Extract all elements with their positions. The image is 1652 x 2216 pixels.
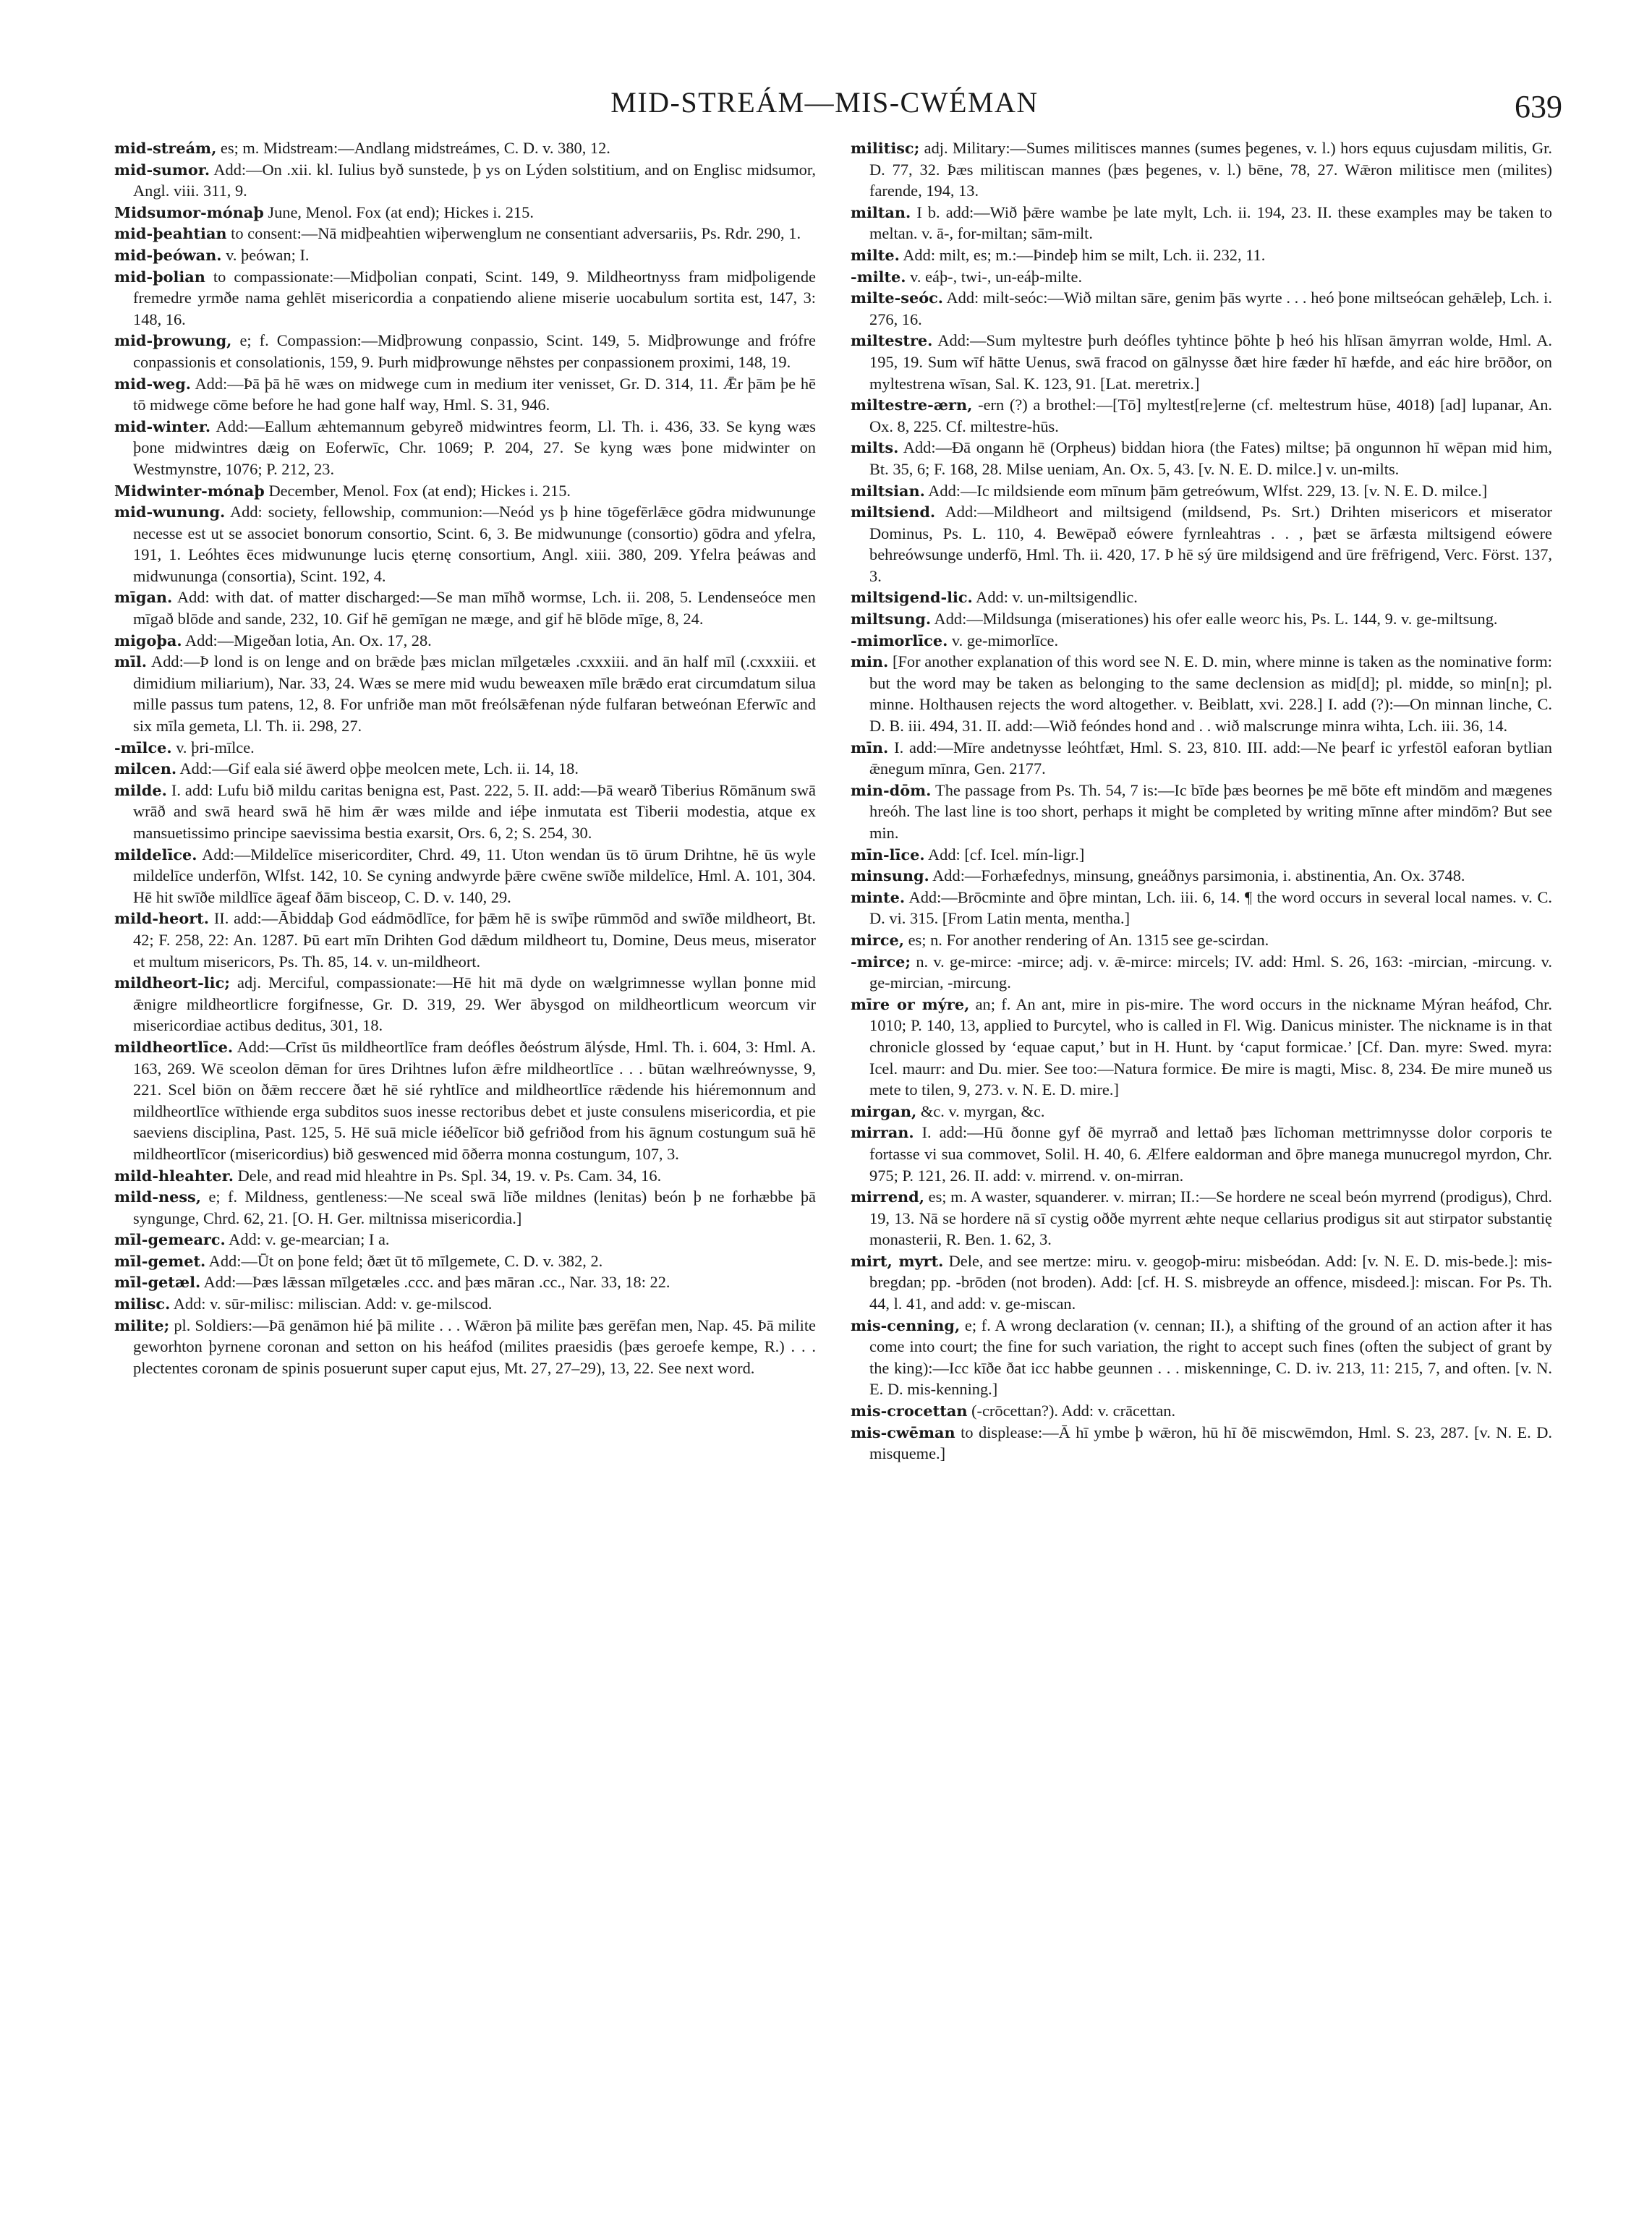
entry-headword: mid-winter. (114, 417, 211, 435)
entry-text: I. add:—Mīre andetnysse leóhtfæt, Hml. S. 23, 810. III. add:—Ne þearf ic yrfestōl eaforan bytlian ǣnegum mīnra, Gen. 2177. (869, 738, 1552, 778)
entry-text: Add: v. sūr-milisc: miliscian. Add: v. ge-milscod. (173, 1295, 493, 1313)
dictionary-entry (851, 865, 1552, 887)
dictionary-entry (851, 929, 1552, 951)
entry-headword: mirrend, (851, 1188, 924, 1206)
entry-text: June, Menol. Fox (at end); Hickes i. 215. (268, 203, 534, 221)
entry-headword: Midwinter-mónaþ (114, 481, 265, 500)
dictionary-entry (114, 972, 816, 1036)
entry-headword: mid-weg. (114, 374, 191, 393)
dictionary-entry (851, 1400, 1552, 1422)
entry-headword: mīre or mýre, (851, 994, 970, 1013)
entry-text: Add:—Sum myltestre þurh deófles tyhtince þōhte þ heó his hlīsan āmyrran wolde, Hml. A. 195, 19. Sum wīf hātte Uenus, swā fracod on gālnysse ðæt hire fæder hī hæfde, and eác hire brōðor, on myltestrena wīsan, Sal. K. 123, 91. [Lat. meretrix.] (869, 331, 1552, 393)
entry-headword: milts. (851, 438, 899, 457)
entry-headword: mid-þeówan. (114, 245, 222, 264)
dictionary-entry (851, 1315, 1552, 1400)
entry-headword: -milte. (851, 267, 906, 286)
entry-headword: miltsiend. (851, 503, 936, 521)
entry-headword: minte. (851, 887, 906, 906)
entry-headword: -mirce; (851, 952, 911, 971)
entry-text: v. þeówan; I. (226, 245, 310, 264)
entry-headword: mīl-gemearc. (114, 1230, 226, 1249)
entry-text: Add: v. un-miltsigendlic. (976, 588, 1138, 607)
dictionary-entry (114, 908, 816, 972)
entry-text: Add:—Forhæfednys, minsung, gneáðnys parsimonia, i. abstinentia, An. Ox. 3748. (932, 866, 1465, 885)
entry-headword: mīn-līce. (851, 845, 925, 864)
dictionary-entry (114, 1165, 816, 1187)
entry-headword: milde. (114, 780, 167, 799)
entry-headword: mīgan. (114, 588, 173, 607)
entry-text: Add:—Brōcminte and ōþre mintan, Lch. iii. 6, 14. ¶ the word occurs in several local names. v. C. D. vi. 315. [From Latin menta, mentha.] (869, 887, 1552, 928)
left-column (114, 137, 816, 1378)
dictionary-entry (851, 994, 1552, 1101)
entry-headword: milcen. (114, 759, 177, 778)
entry-text: an; f. An ant, mire in pis-mire. The word occurs in the nickname Mýran heáfod, Chr. 1010; P. 140, 13, applied to Þurcytel, who is called in Fl. Wig. Danicus minister. The nickname is in that chronicle glossed by ‘equae caput,’ but in H. Hunt. by ‘caput formicae.’ [Cf. Dan. myre: Swed. myra: Icel. maurr: and Du. mier. See too:—Natura formice. Ðe mire is magti, Misc. 8, 234. Ðe mire muneð us mete to tilen, 9, 273. v. N. E. D. mire.] (869, 994, 1552, 1099)
entry-text: e; f. Compassion:—Midþrowung conpassio, Scint. 149, 5. Midþrowunge and frófre conpassionis et consolationis, 159, 9. Þurh midþrowunge nēhstes per conpassionem proximi, 148, 19. (133, 331, 816, 371)
entry-headword: -mimorlīce. (851, 631, 948, 649)
entry-text: Add:—Gif eala sié āwerd oþþe meolcen mete, Lch. ii. 14, 18. (179, 759, 579, 778)
entry-headword: miltsian. (851, 481, 925, 500)
entry-headword: miltsigend-lic. (851, 588, 973, 607)
entry-headword: miltan. (851, 203, 911, 221)
dictionary-entry (851, 780, 1552, 844)
entry-headword: miltestre-ærn, (851, 396, 973, 414)
entry-headword: mis-cwēman (851, 1423, 955, 1441)
entry-headword: minsung. (851, 866, 929, 885)
entry-text: Add: v. ge-mearcian; I a. (229, 1230, 390, 1249)
entry-headword: milisc. (114, 1295, 171, 1313)
dictionary-entry (114, 137, 816, 159)
entry-headword: mirt, myrt. (851, 1251, 944, 1270)
entry-text: -ern (?) a brothel:—[Tō] myltest[re]erne (cf. meltestrum hūse, 4018) [ad] lupanar, An. Ox. 8, 225. Cf. miltestre-hūs. (869, 396, 1552, 435)
entry-headword: -mīlce. (114, 738, 172, 757)
entry-text: (-crōcettan?). Add: v. crācettan. (971, 1402, 1176, 1420)
entry-text: Add: society, fellowship, communion:—Neód ys þ hine tōgefērlǣce gōdra midwununge necesse est ut se associet bonorum consortio, Scint. 6, 3. Be midwununge (consortio) gōdra and yfelra, 191, 1. Leóhtes ēces midwununge lucis ęternę consortium, Angl. xiii. 380, 209. Yfelra þeáwas and midwununga (consortia), Scint. 192, 4. (133, 503, 816, 585)
dictionary-entry (114, 651, 816, 736)
right-column (851, 137, 1552, 1465)
entry-text: Add:—Migeðan lotia, An. Ox. 17, 28. (184, 631, 432, 649)
entry-text: to consent:—Nā midþeahtien wiþerwenglum ne consentiant adversariis, Ps. Rdr. 290, 1. (231, 224, 801, 243)
dictionary-entry (114, 758, 816, 780)
dictionary-entry (114, 1271, 816, 1293)
entry-text: v. eáþ-, twi-, un-eáþ-milte. (910, 267, 1083, 286)
entry-headword: min. (851, 652, 889, 671)
entry-headword: mirgan, (851, 1101, 917, 1120)
entry-headword: mildheortlīce. (114, 1037, 234, 1056)
entry-text: Add:—Mildheort and miltsigend (mildsend, Ps. Srt.) Drihten misericors et miserator Dominus, Ps. L. 110, 4. Bewēpað eówere fyrnleahtras . . , þæt se ārfæsta miltsigend eówere behreówsunge underfō, Hml. Th. ii. 420, 17. Þ hē sý ūre mildsigend and ūre frēfrigend, Verc. Först. 137, 3. (869, 503, 1552, 585)
dictionary-entry (114, 1293, 816, 1315)
dictionary-entry (114, 1250, 816, 1272)
entry-headword: mid-þeahtian (114, 224, 227, 243)
entry-headword: mid-þrowung, (114, 331, 232, 350)
dictionary-entry (114, 1186, 816, 1229)
entry-text: es; m. Midstream:—Andlang midstreámes, C. D. v. 380, 12. (220, 139, 610, 157)
entry-text: Add: with dat. of matter discharged:—Se man mīhð wormse, Lch. ii. 208, 5. Lendenseóce men mīgað blōde and sande, 232, 10. Gif hē gemīgan ne mæge, and gif hē blōde mīge, 8, 24. (133, 588, 816, 628)
dictionary-entry (114, 501, 816, 587)
entry-text: [For another explanation of this word see N. E. D. min, where minne is taken as the nominative form: but the word may be taken as belonging to the same declension as mid[d]; pl. midde, so min[n]; pl. minne. Holthausen rejects the word altogether. v. Beiblatt, xvi. 228.] I. add (?):—On minnan linche, C. D. B. iii. 494, 31. II. add:—Wið feóndes hond and . . wið malscrunge minra wihta, Lch. iii. 36, 14. (869, 652, 1552, 736)
entry-text: Add:—Þā þā hē wæs on midwege cum in medium iter venisset, Gr. D. 314, 11. Ǣr þām þe hē tō midwege cōme before he had gone half way, Hml. S. 31, 946. (133, 374, 816, 414)
entry-headword: militisc; (851, 139, 920, 157)
dictionary-entry (851, 244, 1552, 266)
dictionary-entry (114, 244, 816, 266)
dictionary-entry (851, 1122, 1552, 1186)
dictionary-entry (851, 202, 1552, 244)
entry-headword: mildelīce. (114, 845, 197, 864)
dictionary-entry (851, 887, 1552, 929)
entry-headword: migoþa. (114, 631, 182, 649)
entry-headword: milte. (851, 245, 900, 264)
entry-headword: mīl. (114, 652, 148, 671)
entry-headword: mid-sumor. (114, 160, 210, 179)
dictionary-entry (851, 608, 1552, 630)
entry-headword: mild-hleahter. (114, 1166, 234, 1185)
entry-headword: mīl-gemet. (114, 1251, 206, 1270)
dictionary-entry (851, 651, 1552, 736)
entry-headword: mid-þolian (114, 267, 205, 286)
entry-text: Add:—Ic mildsiende eom mīnum þām getreówum, Wlfst. 229, 13. [v. N. E. D. milce.] (928, 481, 1488, 500)
dictionary-entry (114, 159, 816, 202)
entry-headword: mis-crocettan (851, 1402, 968, 1420)
entry-headword: miltestre. (851, 331, 933, 350)
dictionary-entry (851, 1186, 1552, 1250)
dictionary-entry (851, 137, 1552, 202)
dictionary-entry (851, 737, 1552, 780)
entry-headword: mild-heort. (114, 909, 210, 928)
dictionary-entry (851, 844, 1552, 866)
dictionary-entry (851, 330, 1552, 394)
dictionary-entry (114, 630, 816, 652)
entry-headword: Midsumor-mónaþ (114, 203, 264, 221)
entry-text: Add: [cf. Icel. mín-ligr.] (927, 845, 1085, 864)
dictionary-entry (114, 587, 816, 629)
entry-text: Dele, and read mid hleahtre in Ps. Spl. 34, 19. v. Ps. Cam. 34, 16. (237, 1166, 662, 1185)
dictionary-entry (851, 1422, 1552, 1465)
dictionary-entry (114, 223, 816, 244)
entry-text: Add:—Þæs lǣssan mīlgetæles .ccc. and þæs māran .cc., Nar. 33, 18: 22. (203, 1273, 670, 1292)
dictionary-entry (851, 437, 1552, 480)
dictionary-entry (851, 587, 1552, 608)
entry-headword: miltsung. (851, 610, 932, 628)
entry-headword: mildheort-lic; (114, 973, 230, 992)
entry-text: Add:—Mildelīce misericorditer, Chrd. 49, 11. Uton wendan ūs tō ūrum Drihtne, hē ūs wyle mildelīce underfōn, Wlfst. 142, 10. Se cyning andwyrde þǣre cwēne swīðe mildelīce, Hml. A. 101, 304. Hē hit swīðe mildlīce āgeaf ðām bisceop, C. D. v. 140, 29. (133, 845, 816, 906)
entry-headword: mīn. (851, 738, 889, 757)
entry-headword: min-dōm. (851, 780, 932, 799)
dictionary-entry (114, 844, 816, 908)
entry-text: Add:—Eallum æhtemannum gebyreð midwintres feorm, Ll. Th. i. 436, 33. Se kyng wæs þone midwintres dæig on Eoferwīc, Chr. 1069; P. 204, 27. Se kyng wæs þone midwinter on Westmynstre, 1076; P. 212, 23. (133, 417, 816, 478)
entry-text: The passage from Ps. Th. 54, 7 is:—Ic bīde þæs beornes þe mē bōte eft mindōm and mægenes hreóh. The last line is too short, perhaps it might be completed by writing mīnne after mindōm? But see min. (869, 780, 1552, 842)
dictionary-entry (851, 287, 1552, 330)
entry-text: Add:—Crīst ūs mildheortlīce fram deófles ðeóstrum ālýsde, Hml. Th. i. 604, 3: Hml. A. 163, 269. Wē sceolon dēman for ūres Drihtnes lufon ǣfre mildheortlīce . . . būtan wælhreównysse, 9, 221. Scel biōn on ðǣm reccere ðæt hē sié ryhtlīce and mildheortlīce rǣdende his hiéremonnum and mildheortlīce wīthiende erga subditos suos inesse rectoribus debet et juste consulens misericordia, et pie saeviens disciplina, Past. 125, 5. Hē suā micle iéðelīcor bið gefriðod from his āgnum costungum suā hē mildheortlīcor (misericordius) bið geswenced mid ōðerra monna costungum, 107, 3. (133, 1037, 816, 1163)
entry-headword: mis-cenning, (851, 1316, 961, 1334)
dictionary-entry (114, 780, 816, 844)
dictionary-entry (114, 737, 816, 759)
entry-text: II. add:—Ābiddaþ God eádmōdlīce, for þǣm hē is swīþe rūmmōd and swīðe mildheort, Bt. 42; F. 258, 22: An. 1287. Þū eart mīn Drihten God dǣdum mildheort tu, Domine, Deus meus, miserator et multum misericors, Ps. Th. 85, 14. v. un-mildheort. (133, 909, 816, 971)
entry-text: v. þri-mīlce. (176, 738, 255, 757)
dictionary-entry (114, 416, 816, 480)
entry-headword: mid-streám, (114, 139, 217, 157)
dictionary-entry (114, 266, 816, 331)
entry-text: Add:—On .xii. kl. Iulius byð sunstede, þ ys on Lýden solstitium, and on Englisc midsumor, Angl. viii. 311, 9. (133, 160, 816, 200)
entry-text: adj. Military:—Sumes militisces mannes (sumes þegenes, v. l.) hors equus cujusdam militis, Gr. D. 77, 32. Þæs militiscan mannes (þæs þegenes, v. l.) bēne, 78, 27. Wǣron militisce men (milites) farende, 194, 13. (869, 139, 1552, 200)
entry-headword: mīl-getæl. (114, 1273, 201, 1292)
entry-headword: mirran. (851, 1123, 914, 1142)
dictionary-entry (114, 1229, 816, 1250)
entry-headword: milte-seóc. (851, 289, 943, 307)
dictionary-entry (851, 501, 1552, 587)
entry-text: Add: milt-seóc:—Wið miltan sāre, genim þās wyrte . . . heó þone miltseócan gehǣleþ, Lch. i. 276, 16. (869, 289, 1552, 328)
entry-text: Add: milt, es; m.:—Þindeþ him se milt, Lch. ii. 232, 11. (903, 245, 1266, 264)
entry-text: Add:—Mildsunga (miserationes) his ofer ealle weorc his, Ps. L. 144, 9. v. ge-miltsung. (934, 610, 1498, 628)
entry-text: Add:—Þ lond is on lenge and on brǣde þæs miclan mīlgetæles .cxxxiii. and ān half mīl (.cxxxiii. et dimidium miliarium), Nar. 33, 24. Wæs se mere mid wudu beweaxen mīle brǣdo erat circumdatum silua mille passus tum patens, 12, 8. For unfriðe man mōt freólsǣfenan nýde fulfaran betweónan Eferwīc and six mīla gemeta, Ll. Th. ii. 298, 27. (133, 652, 816, 736)
entry-text: n. v. ge-mirce: -mirce; adj. v. ǣ-mirce: mircels; IV. add: Hml. S. 26, 163: -mircian, -mircung. v. ge-mircian, -mircung. (869, 952, 1552, 992)
running-head: MID-STREÁM—MIS-CWÉMAN (610, 86, 1039, 119)
dictionary-entry (851, 480, 1552, 502)
entry-text: I b. add:—Wið þǣre wambe þe late mylt, Lch. ii. 194, 23. II. these examples may be taken to meltan. v. ā-, for-miltan; sām-milt. (869, 203, 1552, 243)
dictionary-entry (114, 1036, 816, 1165)
dictionary-entry (114, 373, 816, 416)
entry-headword: milite; (114, 1316, 170, 1334)
entry-text: es; n. For another rendering of An. 1315 see ge-scirdan. (908, 930, 1269, 949)
entry-text: v. ge-mimorlīce. (951, 631, 1059, 649)
entry-text: I. add:—Hū ðonne gyf ðē myrrað and lettað þæs līchoman mettrimnysse dolor corporis te fortasse vi sua commovet, Solil. H. 40, 6. Ælfere ealdorman and ōþre manega munucregol myrdon, Chr. 975; P. 121, 26. II. add: v. mirrend. v. on-mirran. (869, 1123, 1552, 1185)
dictionary-entry (114, 330, 816, 372)
entry-headword: mid-wunung. (114, 503, 226, 521)
entry-text: Add:—Ðā ongann hē (Orpheus) biddan hiora (the Fates) miltse; þā ongunnon hī wēpan mid him, Bt. 35, 6; F. 168, 28. Milse ueniam, An. Ox. 5, 43. [v. N. E. D. milce.] v. un-milts. (869, 438, 1552, 478)
dictionary-entry (851, 266, 1552, 288)
entry-text: pl. Soldiers:—Þā genāmon hié þā milite . . . Wǣron þā milite þæs gerēfan men, Nap. 45. Þā milite geworhton þyrnene coronan and setton on his heáfod (milites praesidis (þæs geroefe kempe, R.) . . . plectentes coronam de spinis posuerunt super caput ejus, Mt. 27, 27–29), 13, 22. See next word. (133, 1316, 816, 1377)
dictionary-entry (114, 480, 816, 502)
page-number: 639 (1515, 89, 1562, 124)
entry-text: to displease:—Ā hī ymbe þ wǣron, hū hī ðē miscwēmdon, Hml. S. 23, 287. [v. N. E. D. misqueme.] (869, 1423, 1552, 1463)
entry-text: Add:—Ūt on þone feld; ðæt ūt tō mīlgemete, C. D. v. 382, 2. (208, 1251, 603, 1270)
entry-text: es; m. A waster, squanderer. v. mirran; II.:—Se hordere ne sceal beón myrrend (prodigus), Chrd. 19, 13. Nā se hordere nā sī cystig oððe myrrent æhte neque cellarius prodigus sit aut stirpator substantię monasterii, R. Ben. 1. 62, 3. (869, 1188, 1552, 1249)
dictionary-entry (851, 630, 1552, 652)
entry-text: December, Menol. Fox (at end); Hickes i. 215. (268, 481, 571, 500)
entry-text: e; f. Mildness, gentleness:—Ne sceal swā līðe mildnes (lenitas) beón þ ne forhæbbe þā syngunge, Chrd. 62, 21. [O. H. Ger. miltnissa misericordia.] (133, 1188, 816, 1227)
entry-text: to compassionate:—Midþolian conpati, Scint. 149, 9. Mildheortnyss fram midþoligende fremedre yrmðe nama gehlēt misericordia a conpatiendo aliene miserie uocabulum sortita est, 147, 3: 148, 16. (133, 267, 816, 328)
entry-text: adj. Merciful, compassionate:—Hē hit mā dyde on wælgrimnesse wyllan þonne mid ǣnigre mildheortlicre forgifnesse, Gr. D. 319, 29. Wer ābysgod on mildheortlicum weorcum vir misericordiae actibus deditus, 301, 18. (133, 973, 816, 1035)
entry-text: &c. v. myrgan, &c. (920, 1101, 1045, 1120)
entry-headword: mild-ness, (114, 1188, 201, 1206)
dictionary-entry (114, 202, 816, 223)
entry-text: I. add: Lufu bið mildu caritas benigna est, Past. 222, 5. II. add:—Þā wearð Tiberius Rōmānum swā wrāð and swā heard swā hē him ǣr wæs milde and iéþe inmutata est Tiberii modestia, atque ex mansuetissimo principe saevissima bestia exarsit, Ors. 6, 2; S. 254, 30. (133, 780, 816, 842)
dictionary-entry (851, 1101, 1552, 1122)
entry-text: Dele, and see mertze: miru. v. geogoþ-miru: misbeódan. Add: [v. N. E. D. mis-bede.]: mis-bregdan; pp. -brōden (not broden). Add: [cf. H. S. misbreyde an offence, misdeed.]: miscan. For Ps. Th. 44, l. 41, and add: v. ge-miscan. (869, 1251, 1552, 1313)
dictionary-entry (851, 394, 1552, 437)
entry-text: e; f. A wrong declaration (v. cennan; II.), a shifting of the ground of an action after it has come into court; the fine for such variation, the right to accept such fines (often the subject of grant by the king):—Icc kīðe ðat icc habbe geunnen . . . miskenninge, C. D. iv. 213, 11: 215, 7, and often. [v. N. E. D. mis-kenning.] (869, 1316, 1552, 1399)
dictionary-entry (114, 1315, 816, 1379)
entry-headword: mirce, (851, 930, 904, 949)
dictionary-entry (851, 1250, 1552, 1315)
dictionary-entry (851, 951, 1552, 994)
